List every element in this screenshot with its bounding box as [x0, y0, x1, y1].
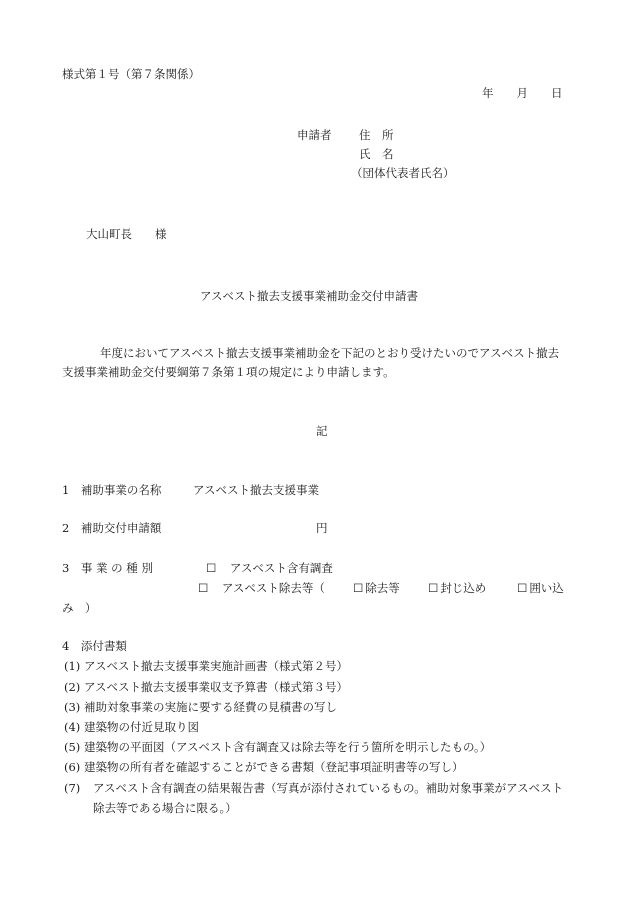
asbestos-survey-checkbox[interactable]: ☐: [206, 561, 217, 575]
removal-checkbox[interactable]: ☐: [353, 581, 364, 595]
containment-sub-option: [517, 581, 564, 596]
enclosure-sub-option: [428, 581, 486, 596]
attachment-item: [64, 740, 491, 755]
asbestos-removal-label: アスベスト除去等（: [221, 581, 325, 595]
enclosure-label: 封じ込め: [440, 581, 487, 595]
attachment-item: [64, 760, 463, 775]
attachment-text: アスベスト撤去支援事業収支予算書（様式第３号）: [83, 680, 348, 694]
containment-checkbox[interactable]: ☐: [517, 581, 528, 595]
removal-label: 除去等: [365, 581, 400, 595]
attachment-item: [64, 700, 337, 715]
date-line: 年 月 日: [482, 86, 563, 100]
attachment-number: (7): [64, 781, 81, 795]
addressee: 大山町長 様: [86, 227, 167, 241]
document-title: アスベスト撤去支援事業補助金交付申請書: [200, 289, 419, 303]
item2-unit: 円: [316, 521, 328, 535]
attachment-number: (3): [64, 700, 81, 714]
containment-label: 囲い込: [529, 581, 564, 595]
attachment-text: 補助対象事業の実施に要する経費の見積書の写し: [83, 700, 337, 714]
attachment-number: (5): [64, 740, 81, 754]
item3-label: 3 事 業 の 種 別: [62, 561, 153, 575]
removal-sub-option: [353, 581, 400, 596]
attachment-text: アスベスト含有調査の結果報告書（写真が添付されているもの。補助対象事業がアスベスト除去等である場合に限る。）: [93, 781, 564, 815]
group-representative-label: （団体代表者氏名）: [351, 166, 455, 180]
attachment-number: (4): [64, 720, 81, 734]
body-text: 年度においてアスベスト撤去支援事業補助金を下記のとおり受けたいのでアスベスト撤去支援事業補助金交付要綱第７条第１項の規定により申請します。: [62, 346, 560, 379]
item4-label: 4 添付書類: [62, 639, 127, 653]
body-paragraph: [62, 344, 570, 382]
item1-label: 1 補助事業の名称: [62, 483, 162, 497]
item2-label: 2 補助交付申請額: [62, 521, 162, 535]
attachment-item: [64, 680, 348, 695]
attachment-item: [64, 778, 572, 818]
containment-label-continued: み ）: [62, 601, 97, 615]
attachment-text: アスベスト撤去支援事業実施計画書（様式第２号）: [83, 659, 348, 673]
asbestos-survey-label: アスベスト含有調査: [229, 561, 333, 575]
attachment-text: 建築物の付近見取り図: [83, 720, 199, 734]
asbestos-survey-option: [206, 561, 333, 576]
attachment-item: [64, 720, 199, 735]
asbestos-removal-option: [198, 581, 325, 596]
attachment-text: 建築物の平面図（アスベスト含有調査又は除去等を行う箇所を明示したもの。）: [83, 740, 492, 754]
ki-heading: 記: [316, 424, 328, 438]
applicant-label: 申請者: [297, 128, 332, 142]
enclosure-checkbox[interactable]: ☐: [428, 581, 439, 595]
name-label: 氏 名: [359, 147, 394, 161]
attachment-number: (1): [64, 659, 81, 673]
attachment-number: (6): [64, 760, 81, 774]
form-number: 様式第１号（第７条関係）: [62, 67, 200, 81]
address-label: 住 所: [359, 128, 394, 142]
attachment-text: 建築物の所有者を確認することができる書類（登記事項証明書等の写し）: [83, 760, 464, 774]
attachment-number: (2): [64, 680, 81, 694]
item1-value: アスベスト撤去支援事業: [193, 483, 320, 497]
attachment-item: [64, 659, 348, 674]
asbestos-removal-checkbox[interactable]: ☐: [198, 581, 209, 595]
